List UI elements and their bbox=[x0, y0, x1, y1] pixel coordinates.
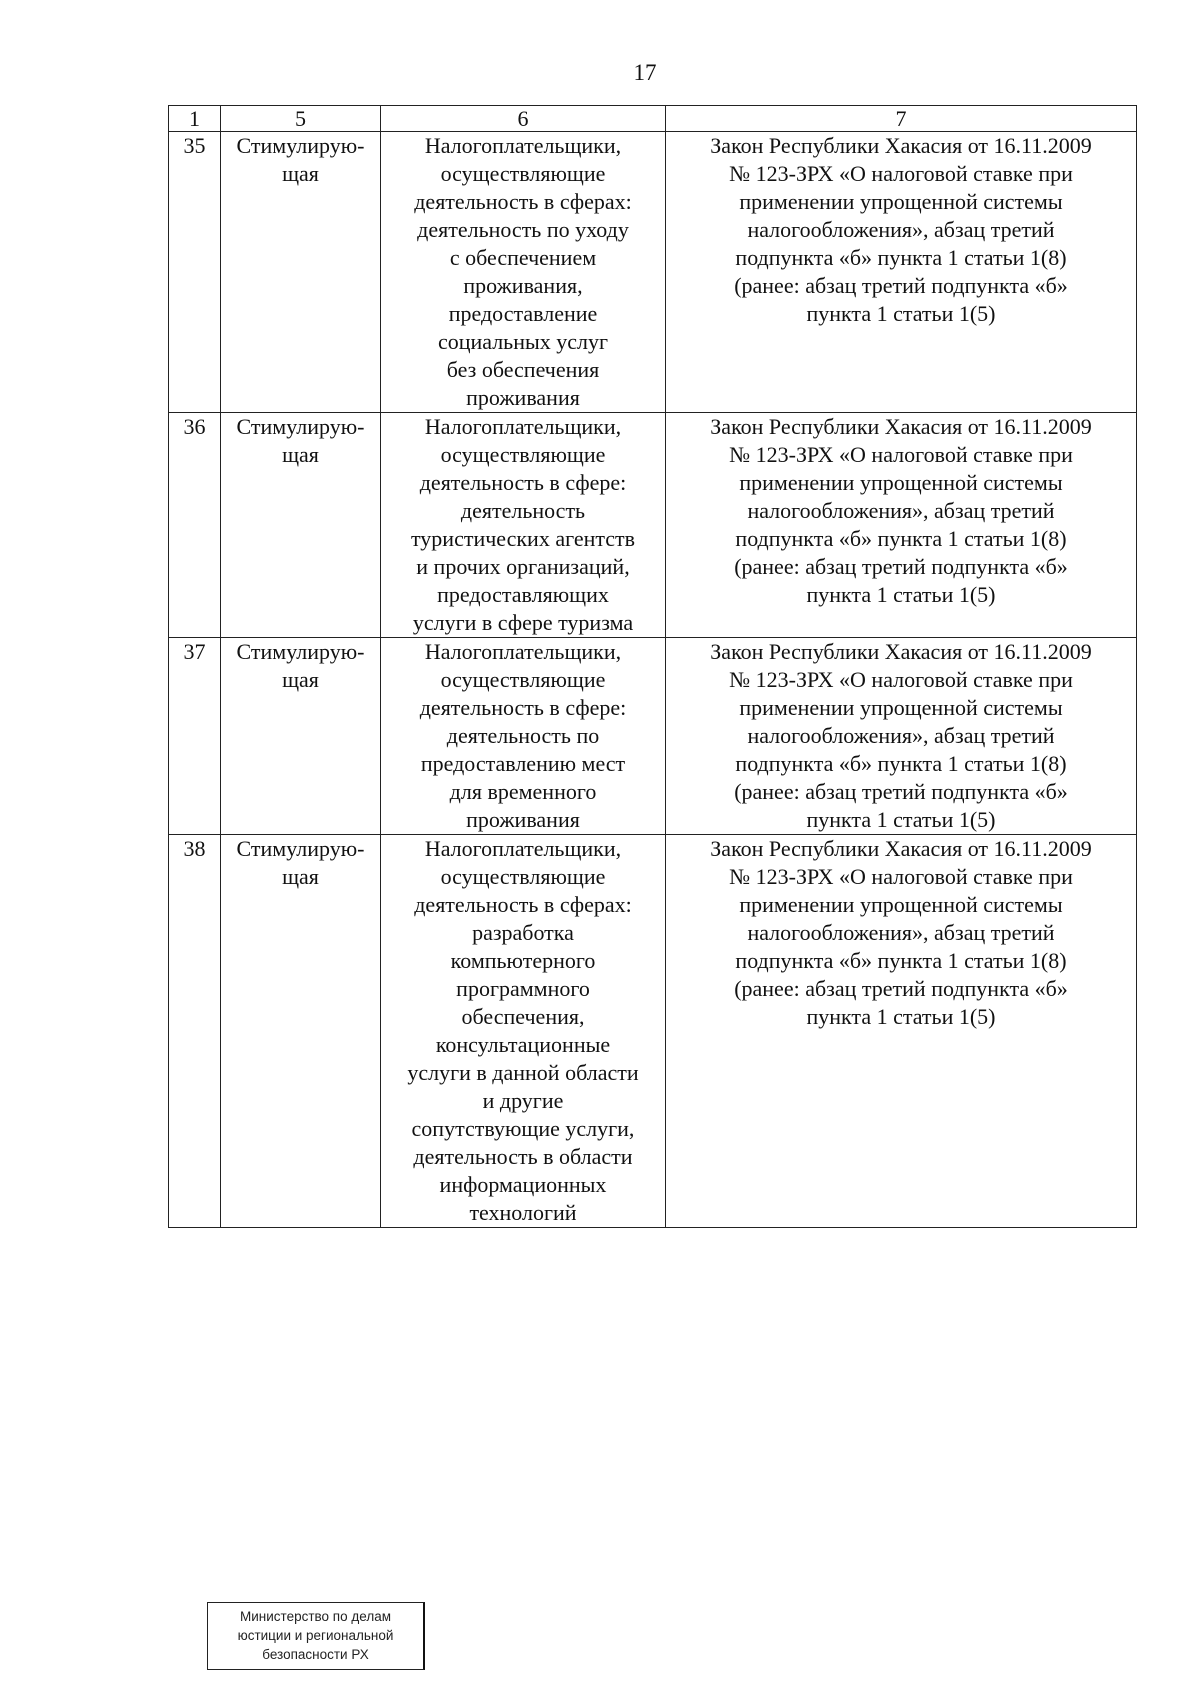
table-row bbox=[169, 835, 1137, 1228]
benefit-subjects: Налогоплательщики, осуществляющие деятельность в сфере: деятельность по предоставлению мест для временного проживания bbox=[381, 638, 666, 835]
legal-basis: Закон Республики Хакасия от 16.11.2009 № 123-ЗРХ «О налоговой ставке при применении упрощенной системы налогообложения», абзац третий подпункта «б» пункта 1 статьи 1(8) (ранее: абзац третий подпункта «б» пункта 1 статьи 1(5) bbox=[666, 413, 1137, 638]
table-header-row bbox=[169, 106, 1137, 132]
benefit-type: Стимулирую- щая bbox=[221, 638, 381, 835]
column-header: 5 bbox=[221, 106, 381, 132]
stamp-line: безопасности РХ bbox=[262, 1647, 369, 1662]
row-number: 37 bbox=[169, 638, 221, 835]
column-header: 6 bbox=[381, 106, 666, 132]
row-number: 38 bbox=[169, 835, 221, 1228]
legal-basis: Закон Республики Хакасия от 16.11.2009 № 123-ЗРХ «О налоговой ставке при применении упрощенной системы налогообложения», абзац третий подпункта «б» пункта 1 статьи 1(8) (ранее: абзац третий подпункта «б» пункта 1 статьи 1(5) bbox=[666, 638, 1137, 835]
benefit-subjects: Налогоплательщики, осуществляющие деятельность в сферах: разработка компьютерного программного обеспечения, консультационные услуги в данной области и другие сопутствующие услуги, деятельность в области информационных технологий bbox=[381, 835, 666, 1228]
benefit-type: Стимулирую- щая bbox=[221, 835, 381, 1228]
row-number: 36 bbox=[169, 413, 221, 638]
stamp-line: Министерство по делам bbox=[240, 1609, 391, 1624]
table-row bbox=[169, 413, 1137, 638]
ministry-stamp bbox=[207, 1602, 425, 1670]
stamp-line: юстиции и региональной bbox=[237, 1628, 394, 1643]
benefit-type: Стимулирую- щая bbox=[221, 132, 381, 413]
legal-basis: Закон Республики Хакасия от 16.11.2009 № 123-ЗРХ «О налоговой ставке при применении упрощенной системы налогообложения», абзац третий подпункта «б» пункта 1 статьи 1(8) (ранее: абзац третий подпункта «б» пункта 1 статьи 1(5) bbox=[666, 835, 1137, 1228]
benefit-subjects: Налогоплательщики, осуществляющие деятельность в сфере: деятельность туристических агентств и прочих организаций, предоставляющих услуги в сфере туризма bbox=[381, 413, 666, 638]
tax-benefits-table bbox=[168, 105, 1137, 1228]
legal-basis: Закон Республики Хакасия от 16.11.2009 № 123-ЗРХ «О налоговой ставке при применении упрощенной системы налогообложения», абзац третий подпункта «б» пункта 1 статьи 1(8) (ранее: абзац третий подпункта «б» пункта 1 статьи 1(5) bbox=[666, 132, 1137, 413]
table-row bbox=[169, 638, 1137, 835]
table-row bbox=[169, 132, 1137, 413]
column-header: 1 bbox=[169, 106, 221, 132]
page-number: 17 bbox=[633, 60, 657, 85]
benefit-subjects: Налогоплательщики, осуществляющие деятельность в сферах: деятельность по уходу с обеспечением проживания, предоставление социальных услуг без обеспечения проживания bbox=[381, 132, 666, 413]
benefit-type: Стимулирую- щая bbox=[221, 413, 381, 638]
column-header: 7 bbox=[666, 106, 1137, 132]
row-number: 35 bbox=[169, 132, 221, 413]
